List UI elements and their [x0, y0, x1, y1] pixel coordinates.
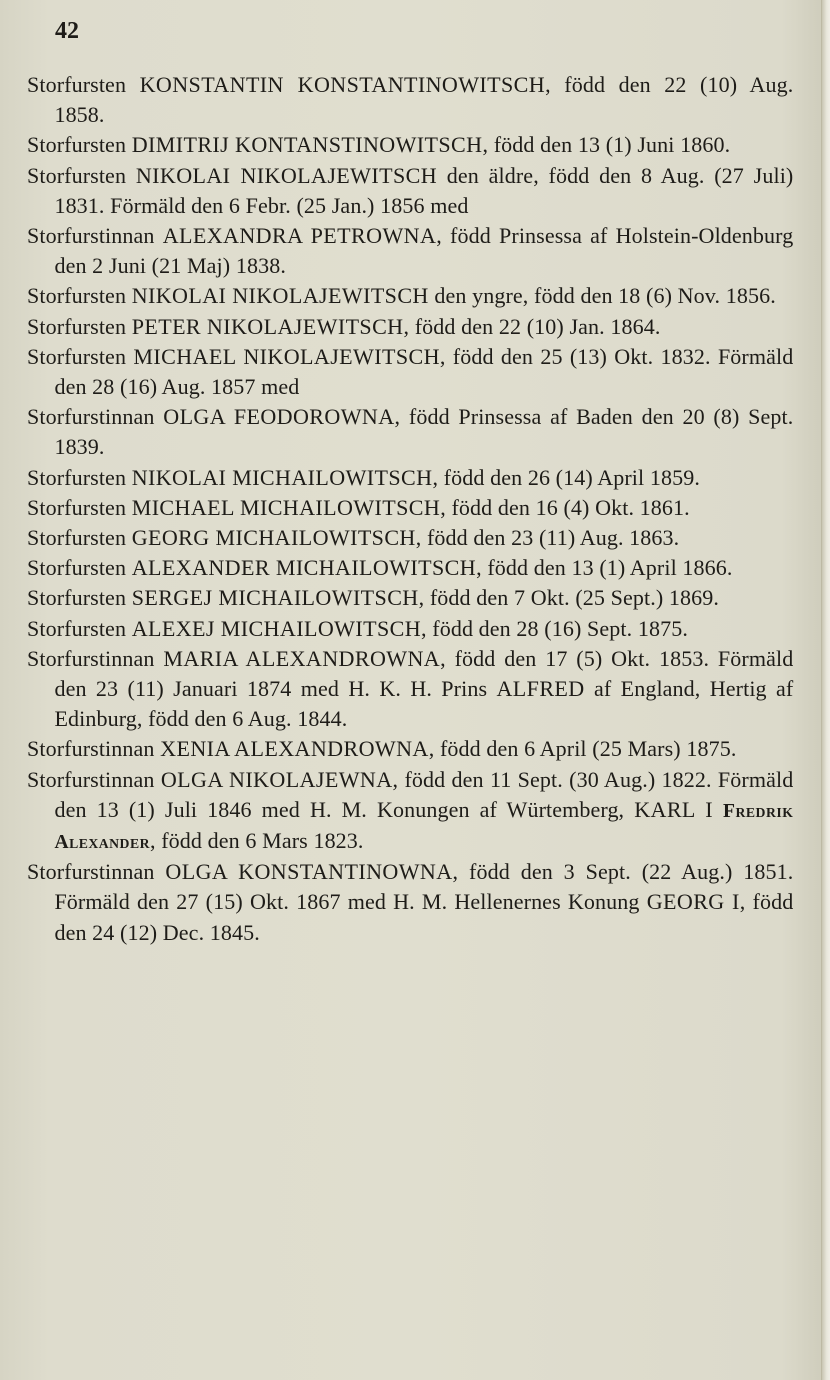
entry	[27, 644, 793, 735]
entry-name: OLGA KONSTANTINOWNA	[165, 859, 453, 885]
entry-name: XENIA ALEXANDROWNA	[160, 736, 429, 762]
entry-title: Storfurstinnan	[27, 223, 155, 249]
entry	[27, 130, 793, 160]
entry-text: , född den 7 Okt. (25 Sept.) 1869.	[418, 585, 719, 611]
page-edge	[821, 0, 830, 1380]
entry-name: PETER NIKOLAJEWITSCH	[131, 313, 404, 339]
entry-list	[27, 70, 809, 948]
entry-name: ALEXANDER MICHAILOWITSCH	[131, 555, 477, 581]
entry-name: NIKOLAI NIKOLAJEWITSCH	[135, 162, 438, 188]
entry-text: , född den 22 (10) Jan. 1864.	[403, 313, 661, 339]
entry-name: DIMITRIJ KONTANSTINOWITSCH	[131, 132, 483, 158]
entry	[27, 312, 793, 342]
entry-title: Storfurstinnan	[27, 766, 155, 792]
entry-text: , född den 22 (10) Aug. 1858.	[54, 72, 794, 128]
spouse-name: GEORG I	[646, 889, 740, 915]
entry-text: den yngre, född den 18 (6) Nov. 1856.	[428, 283, 776, 309]
entry-title: Storfursten	[27, 464, 127, 490]
entry	[27, 342, 793, 402]
entry-text: , född Prinsessa af Baden den 20 (8) Sept. 1839.	[54, 404, 794, 460]
entry	[27, 281, 793, 311]
entry-name: MICHAEL NIKOLAJEWITSCH	[133, 343, 440, 369]
entry-title: Storfursten	[27, 343, 127, 369]
entry-name: NIKOLAI NIKOLAJEWITSCH	[131, 283, 429, 309]
entry-title: Storfurstinnan	[27, 645, 155, 671]
entry-name: SERGEJ MICHAILOWITSCH	[131, 585, 419, 611]
entry-text: , född den 25 (13) Okt. 1832. Förmäld den 28 (16) Aug. 1857 med	[54, 343, 794, 400]
entry	[27, 70, 793, 130]
entry	[27, 493, 793, 523]
entry-title: Storfursten	[27, 555, 127, 581]
entry-title: Storfursten	[27, 72, 127, 97]
entry	[27, 221, 793, 281]
spouse-name: KARL I	[634, 796, 714, 822]
entry-title: Storfurstinnan	[27, 404, 155, 430]
entry-name: OLGA NIKOLAJEWNA	[160, 766, 393, 792]
entry-name: ALEXEJ MICHAILOWITSCH	[131, 615, 422, 641]
entry-title: Storfursten	[27, 585, 127, 611]
entry-name: NIKOLAI MICHAILOWITSCH	[131, 464, 433, 490]
entry-title: Storfursten	[27, 162, 127, 188]
entry-name: ALEXANDRA PETROWNA	[162, 223, 437, 249]
entry-text: , född den 13 (1) April 1866.	[476, 555, 733, 581]
entry-name: GEORG MICHAILOWITSCH	[131, 525, 416, 551]
entry-text: , född den 17 (5) Okt. 1853. Förmäld den 23 (11) Januari 1874 med H. K. H. Prins	[54, 645, 794, 702]
entry-name: MICHAEL MICHAILOWITSCH	[131, 494, 441, 520]
entry-name: OLGA FEODOROWNA	[163, 404, 395, 430]
entry-text: den äldre, född den 8 Aug. (27 Juli) 1831. Förmäld den 6 Febr. (25 Jan.) 1856 med	[54, 162, 794, 218]
entry-text: , född den 16 (4) Okt. 1861.	[440, 494, 690, 520]
entry	[27, 523, 793, 553]
entry-text: af England, Hertig af Edinburg, född den 6 Aug. 1844.	[54, 676, 794, 732]
entry	[27, 765, 793, 858]
entry-title: Storfurstinnan	[27, 736, 155, 762]
spouse-given-names: Fredrik Alexander	[54, 799, 794, 854]
entry	[27, 734, 793, 764]
spouse-name: ALFRED	[496, 676, 585, 702]
entry-title: Storfursten	[27, 615, 127, 641]
entry-title: Storfursten	[27, 525, 127, 551]
entry-text: , född den 13 (1) Juni 1860.	[482, 132, 731, 158]
entry	[27, 614, 793, 644]
entry-text: , född den 28 (16) Sept. 1875.	[421, 615, 688, 641]
entry-text: , född Prinsessa af Holstein-Oldenburg den 2 Juni (21 Maj) 1838.	[54, 223, 794, 279]
entry-title: Storfursten	[27, 313, 127, 339]
entry-text: , född den 3 Sept. (22 Aug.) 1851. Förmäld den 27 (15) Okt. 1867 med H. M. Hellenernes Konung	[54, 859, 794, 915]
entry-title: Storfursten	[27, 494, 127, 520]
entry-text: , född den 23 (11) Aug. 1863.	[415, 525, 680, 551]
entry-text: , född den 26 (14) April 1859.	[432, 464, 700, 490]
entry-name: KONSTANTIN KONSTANTINOWITSCH	[139, 72, 546, 97]
entry	[27, 402, 793, 462]
entry-text: , född den 6 April (25 Mars) 1875.	[428, 736, 737, 762]
entry-title: Storfurstinnan	[27, 859, 155, 885]
entry	[27, 857, 793, 948]
page-number: 42	[55, 18, 79, 44]
entry-name: MARIA ALEXANDROWNA	[163, 645, 441, 671]
entry	[27, 161, 793, 221]
entry	[27, 553, 793, 583]
entry	[27, 463, 793, 493]
entry-text: , född den 24 (12) Dec. 1845.	[54, 889, 794, 945]
entry-title: Storfursten	[27, 283, 127, 309]
entry-title: Storfursten	[27, 132, 127, 158]
entry-text: , född den 11 Sept. (30 Aug.) 1822. Förmäld den 13 (1) Juli 1846 med H. M. Konungen af Würtemberg,	[54, 766, 794, 822]
entry-text: , född den 6 Mars 1823.	[150, 828, 364, 854]
entry	[27, 583, 793, 613]
